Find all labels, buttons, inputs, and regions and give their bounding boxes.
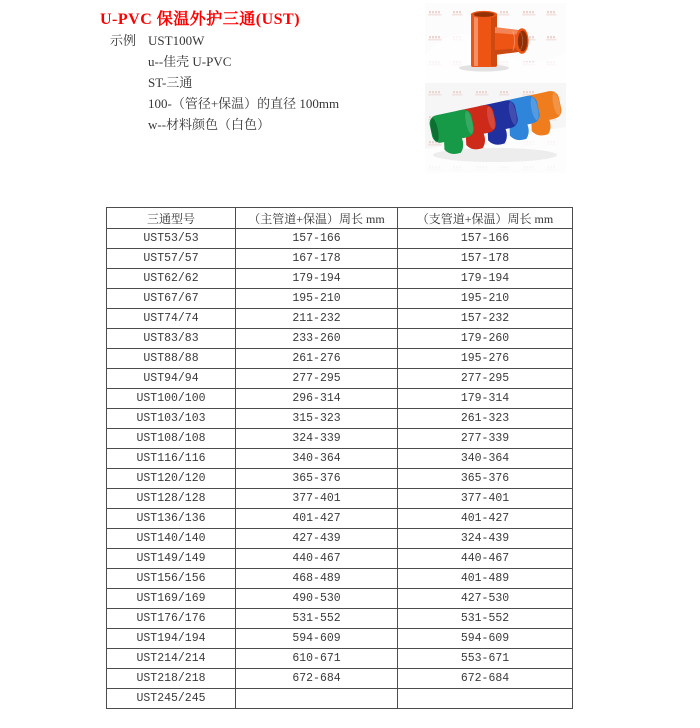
table-row (107, 549, 573, 569)
cell-model: UST245/245 (107, 689, 236, 709)
example-label: 示例 (110, 33, 137, 48)
cell-main-girth: 296-314 (236, 389, 398, 409)
cell-main-girth: 594-609 (236, 629, 398, 649)
table-row (107, 269, 573, 289)
table-row (107, 489, 573, 509)
cell-main-girth (236, 689, 398, 709)
cell-branch-girth: 401-427 (398, 509, 573, 529)
example-lines (148, 30, 339, 135)
cell-model: UST53/53 (107, 229, 236, 249)
cell-main-girth: 315-323 (236, 409, 398, 429)
tee-product-photo (425, 3, 566, 83)
page-title: U-PVC 保温外护三通(UST) (100, 11, 301, 28)
example-line: 100-（管径+保温）的直径 100mm (148, 96, 340, 111)
cell-model: UST120/120 (107, 469, 236, 489)
cell-branch-girth: 179-314 (398, 389, 573, 409)
cell-model: UST140/140 (107, 529, 236, 549)
cell-model: UST74/74 (107, 309, 236, 329)
table-row (107, 309, 573, 329)
cell-main-girth: 157-166 (236, 229, 398, 249)
cell-model: UST67/67 (107, 289, 236, 309)
table-row (107, 589, 573, 609)
cell-model: UST156/156 (107, 569, 236, 589)
example-code: UST100W (148, 33, 205, 48)
table-row (107, 669, 573, 689)
cell-model: UST88/88 (107, 349, 236, 369)
col-header-model: 三通型号 (107, 208, 236, 229)
spec-table-body (107, 229, 573, 709)
cell-main-girth: 427-439 (236, 529, 398, 549)
cell-main-girth: 672-684 (236, 669, 398, 689)
cell-model: UST100/100 (107, 389, 236, 409)
cell-branch-girth: 377-401 (398, 489, 573, 509)
table-row (107, 509, 573, 529)
cell-main-girth: 490-530 (236, 589, 398, 609)
cell-main-girth: 401-427 (236, 509, 398, 529)
cell-main-girth: 179-194 (236, 269, 398, 289)
cell-model: UST83/83 (107, 329, 236, 349)
cell-branch-girth: 157-178 (398, 249, 573, 269)
cell-branch-girth: 324-439 (398, 529, 573, 549)
cell-branch-girth: 277-295 (398, 369, 573, 389)
cell-branch-girth: 157-232 (398, 309, 573, 329)
table-row (107, 229, 573, 249)
shells-product-photo (425, 83, 566, 173)
cell-model: UST116/116 (107, 449, 236, 469)
example-line: u--佳壳 U-PVC (148, 54, 232, 69)
cell-main-girth: 324-339 (236, 429, 398, 449)
cell-model: UST103/103 (107, 409, 236, 429)
cell-main-girth: 167-178 (236, 249, 398, 269)
cell-branch-girth: 553-671 (398, 649, 573, 669)
cell-branch-girth (398, 689, 573, 709)
cell-main-girth: 531-552 (236, 609, 398, 629)
cell-branch-girth: 179-260 (398, 329, 573, 349)
example-line: w--材料颜色（白色） (148, 117, 271, 132)
table-row (107, 389, 573, 409)
col-header-main-girth: （主管道+保温）周长 mm (236, 208, 398, 229)
cell-branch-girth: 157-166 (398, 229, 573, 249)
table-row (107, 469, 573, 489)
cell-main-girth: 377-401 (236, 489, 398, 509)
cell-branch-girth: 195-210 (398, 289, 573, 309)
cell-model: UST94/94 (107, 369, 236, 389)
table-row (107, 649, 573, 669)
cell-model: UST214/214 (107, 649, 236, 669)
table-row (107, 429, 573, 449)
cell-branch-girth: 440-467 (398, 549, 573, 569)
cell-main-girth: 261-276 (236, 349, 398, 369)
cell-model: UST57/57 (107, 249, 236, 269)
product-photos (425, 3, 566, 173)
cell-branch-girth: 594-609 (398, 629, 573, 649)
cell-main-girth: 365-376 (236, 469, 398, 489)
cell-branch-girth: 401-489 (398, 569, 573, 589)
table-row (107, 689, 573, 709)
cell-branch-girth: 340-364 (398, 449, 573, 469)
table-row (107, 529, 573, 549)
cell-branch-girth: 365-376 (398, 469, 573, 489)
cell-main-girth: 233-260 (236, 329, 398, 349)
cell-branch-girth: 195-276 (398, 349, 573, 369)
header-row (107, 208, 573, 229)
cell-main-girth: 277-295 (236, 369, 398, 389)
table-row (107, 329, 573, 349)
table-row (107, 609, 573, 629)
cell-model: UST128/128 (107, 489, 236, 509)
cell-branch-girth: 531-552 (398, 609, 573, 629)
cell-main-girth: 468-489 (236, 569, 398, 589)
cell-branch-girth: 277-339 (398, 429, 573, 449)
cell-branch-girth: 672-684 (398, 669, 573, 689)
cell-branch-girth: 427-530 (398, 589, 573, 609)
cell-model: UST149/149 (107, 549, 236, 569)
cell-branch-girth: 261-323 (398, 409, 573, 429)
col-header-branch-girth: （支管道+保温）周长 mm (398, 208, 573, 229)
table-row (107, 369, 573, 389)
cell-model: UST169/169 (107, 589, 236, 609)
example-line: ST-三通 (148, 75, 193, 90)
cell-model: UST176/176 (107, 609, 236, 629)
cell-model: UST136/136 (107, 509, 236, 529)
cell-model: UST218/218 (107, 669, 236, 689)
table-row (107, 349, 573, 369)
cell-main-girth: 195-210 (236, 289, 398, 309)
example-block (110, 30, 339, 135)
table-row (107, 569, 573, 589)
cell-branch-girth: 179-194 (398, 269, 573, 289)
spec-table (106, 207, 573, 709)
cell-main-girth: 211-232 (236, 309, 398, 329)
cell-main-girth: 610-671 (236, 649, 398, 669)
cell-model: UST62/62 (107, 269, 236, 289)
cell-main-girth: 440-467 (236, 549, 398, 569)
table-row (107, 409, 573, 429)
table-row (107, 449, 573, 469)
table-row (107, 249, 573, 269)
cell-model: UST194/194 (107, 629, 236, 649)
table-row (107, 289, 573, 309)
cell-main-girth: 340-364 (236, 449, 398, 469)
cell-model: UST108/108 (107, 429, 236, 449)
table-row (107, 629, 573, 649)
